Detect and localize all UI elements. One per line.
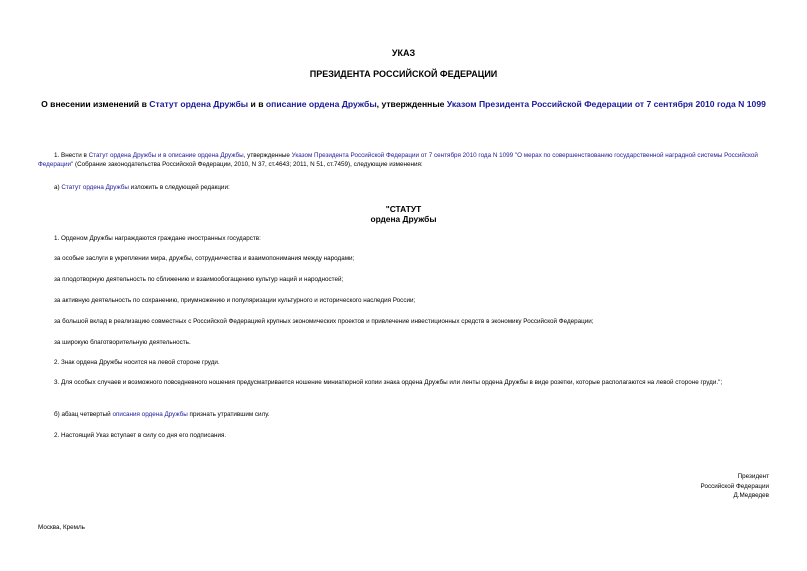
- decree-1099-link[interactable]: Указом Президента Российской Федерации от 7 сентября 2010 года N 1099 "О мерах по совершенствованию государственной наградной системы Российской Федерации": [38, 152, 758, 168]
- document-issuer: ПРЕЗИДЕНТА РОССИЙСКОЙ ФЕДЕРАЦИИ: [309, 69, 498, 79]
- statute-link[interactable]: Статут ордена Дружбы: [61, 184, 129, 191]
- signature-country: Российской Федерации: [700, 482, 769, 490]
- paragraph-text: признать утратившим силу.: [187, 411, 270, 418]
- paragraph-text: , утвержденные: [243, 152, 292, 159]
- title-text: и в: [248, 99, 266, 109]
- title-text: О внесении изменений в: [41, 99, 150, 109]
- statute-paragraph-2: за особые заслуги в укреплении мира, дружбы, сотрудничества и взаимопонимания между народами;: [54, 255, 355, 262]
- description-link[interactable]: описание ордена Дружбы: [265, 99, 377, 109]
- statute-paragraph-8: 3. Для особых случаев и возможного повседневного ношения предусматривается ношение миниатюрной копии знака ордена Дружбы или ленты ордена Дружбы в виде розетки, которые располагаются на левой стороне груди.";: [54, 379, 723, 386]
- paragraph-item-2: 2. Настоящий Указ вступает в силу со дня его подписания.: [54, 432, 227, 439]
- statute-link[interactable]: Статут ордена Дружбы: [149, 99, 249, 109]
- paragraph-item-a: [54, 183, 769, 192]
- signing-place: Москва, Кремль: [38, 524, 85, 531]
- statute-paragraph-1: 1. Орденом Дружбы награждаются граждане иностранных государств:: [54, 235, 261, 242]
- paragraph-text: б) абзац четвертый: [54, 411, 113, 418]
- statute-paragraph-3: за плодотворную деятельность по сближению и взаимообогащению культур наций и народностей;: [54, 276, 344, 283]
- statute-paragraph-7: 2. Знак ордена Дружбы носится на левой стороне груди.: [54, 359, 220, 366]
- decree-link[interactable]: Указом Президента Российской Федерации от 7 сентября 2010 года N 1099: [446, 99, 766, 109]
- paragraph-item-b: [54, 410, 769, 419]
- description-link[interactable]: описания ордена Дружбы: [112, 411, 188, 418]
- title-text: , утвержденные: [376, 99, 447, 109]
- paragraph-text: (Собрание законодательства Российской Федерации, 2010, N 37, ст.4643; 2011, N 51, ст.7459), следующие изменения:: [73, 161, 423, 168]
- statute-title: "СТАТУТ: [385, 204, 422, 214]
- statute-description-link[interactable]: Статут ордена Дружбы и в описание ордена Дружбы: [88, 152, 244, 159]
- paragraph-text: а): [54, 184, 62, 191]
- paragraph-text: изложить в следующей редакции:: [128, 184, 230, 191]
- statute-paragraph-6: за широкую благотворительную деятельность.: [54, 339, 191, 346]
- statute-paragraph-4: за активную деятельность по сохранению, приумножению и популяризации культурного и исторического наследия России;: [54, 297, 416, 304]
- document-type: УКАЗ: [391, 48, 416, 58]
- statute-paragraph-5: за большой вклад в реализацию совместных с Российской Федерацией крупных экономических проектов и привлечение инвестиционных средств в экономику Российской Федерации;: [54, 318, 594, 325]
- paragraph-item-1: [38, 151, 769, 169]
- statute-subtitle: ордена Дружбы: [370, 214, 437, 224]
- signature-name: Д.Медведев: [733, 492, 769, 499]
- document-title: [38, 99, 769, 110]
- paragraph-text: 1. Внести в: [54, 152, 89, 159]
- signature-block: [701, 472, 769, 501]
- signature-title: Президент: [737, 473, 769, 480]
